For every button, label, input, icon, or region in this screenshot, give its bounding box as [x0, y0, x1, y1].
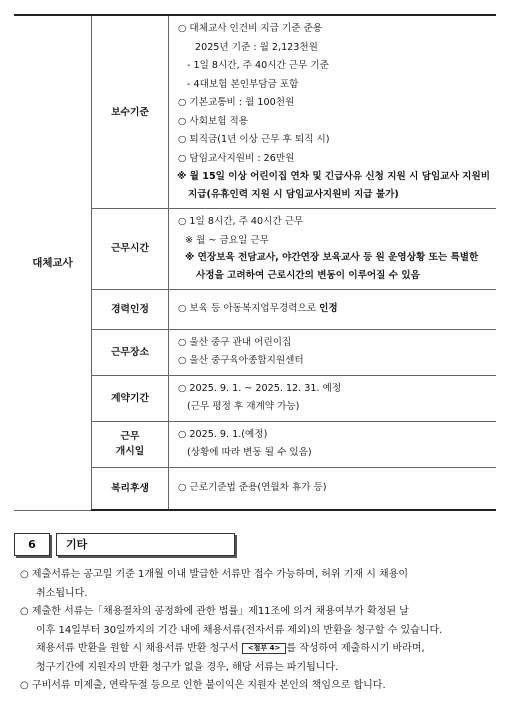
row-label-benefits: 복리후생 [92, 467, 169, 510]
bold-note: ※ 월 15일 이상 어린이집 연차 및 긴급사유 신청 지원 시 담임교사 지원비 지급(유휴인력 지원 시 담임교사지원비 지급 불가) [177, 171, 490, 200]
row-content-benefits [169, 467, 497, 510]
row-content-career [169, 289, 497, 329]
text-line: ○ 보육 등 아동복지업무경력으로 [178, 302, 320, 314]
text-line: ○ 울산 중구육아종합지원센터 [178, 355, 304, 366]
bold-note: ※ 연장보육 전담교사, 야간연장 보육교사 등 원 운영상황 또는 특별한 사정을 고려하여 근로시간의 변동이 이루어질 수 있음 [185, 251, 479, 281]
note-continuation: 청구기간에 지원자의 반환 청구가 없을 경우, 해당 서류는 파기됩니다. [36, 661, 339, 673]
row-label-location: 근무장소 [92, 329, 169, 375]
text-line: ○ 사회보험 적용 [178, 115, 249, 127]
note-item: ○ 구비서류 미제출, 연락두절 등으로 인한 불이익은 지원자 본인의 책임으로 합니다. [20, 680, 386, 691]
text-line: ○ 기본교통비 : 월 100천원 [178, 97, 295, 108]
ref-note: ※ 월 ~ 금요일 근무 [185, 234, 269, 246]
text-line: 2025년 기준 : 월 2,123천원 [195, 41, 318, 53]
table-row [14, 15, 496, 209]
note-item: ○ 제출한 서류는「채용절차의 공정화에 관한 법률」제11조에 의거 채용여부가 확정된 날 [20, 606, 409, 617]
text-line: 채용서류 반환을 원할 시 채용서류 반환 청구서 [36, 643, 242, 654]
attachment-badge: <첨부 4> [242, 643, 287, 654]
label-line: 근무 [120, 431, 140, 442]
text-line: 를 작성하여 제출하시기 바라며, [286, 643, 425, 654]
row-label-pay: 보수기준 [92, 15, 169, 209]
text-line: ○ 울산 중구 관내 어린이집 [178, 336, 292, 348]
notes-list [20, 566, 504, 696]
note-continuation: 취소됩니다. [36, 587, 88, 599]
row-label-hours: 근무시간 [92, 209, 169, 290]
row-content-location [169, 329, 497, 375]
category-cell: 대체교사 [14, 15, 92, 510]
text-line: ○ 담임교사지원비 : 26만원 [178, 152, 295, 164]
text-line: ○ 근로기준법 준용(연월차 휴가 등) [178, 482, 327, 493]
text-line: (근무 평정 후 재계약 가능) [187, 401, 300, 412]
row-label-start-date [92, 421, 169, 467]
section-header [14, 533, 235, 555]
note-continuation [20, 640, 504, 659]
row-content-start-date [169, 421, 497, 467]
text-line: ○ 2025. 9. 1. ~ 2025. 12. 31. 예정 [178, 382, 342, 394]
text-line: ○ 1일 8시간, 주 40시간 근무 [178, 216, 304, 227]
section-title: 기타 [56, 533, 235, 556]
text-line: (상황에 따라 변동 될 수 있음) [187, 447, 312, 458]
row-content-pay [169, 15, 497, 209]
note-continuation: 이후 14일부터 30일까지의 기간 내에 채용서류(전자서류 제외)의 반환을 청구할 수 있습니다. [36, 624, 443, 636]
text-line: - 4대보험 본인부담금 포함 [187, 78, 299, 90]
section-number: 6 [14, 533, 50, 556]
row-label-career: 경력인정 [92, 289, 169, 329]
label-line: 개시일 [115, 446, 145, 457]
text-line: - 1일 8시간, 주 40시간 근무 기준 [187, 60, 329, 71]
text-line: ○ 2025. 9. 1.(예정) [178, 428, 268, 440]
text-line: ○ 대체교사 인건비 지급 기준 준용 [178, 23, 323, 34]
text-line: ○ 퇴직금(1년 이상 근무 후 퇴직 시) [178, 134, 330, 145]
row-label-contract: 계약기간 [92, 375, 169, 421]
note-item: ○ 제출서류는 공고일 기준 1개월 이내 발급한 서류만 접수 가능하며, 허위 기재 시 채용이 [20, 569, 409, 580]
row-content-contract [169, 375, 497, 421]
row-content-hours [169, 209, 497, 290]
emphasis-text: 인정 [319, 302, 338, 314]
recruitment-conditions-table [14, 14, 496, 511]
